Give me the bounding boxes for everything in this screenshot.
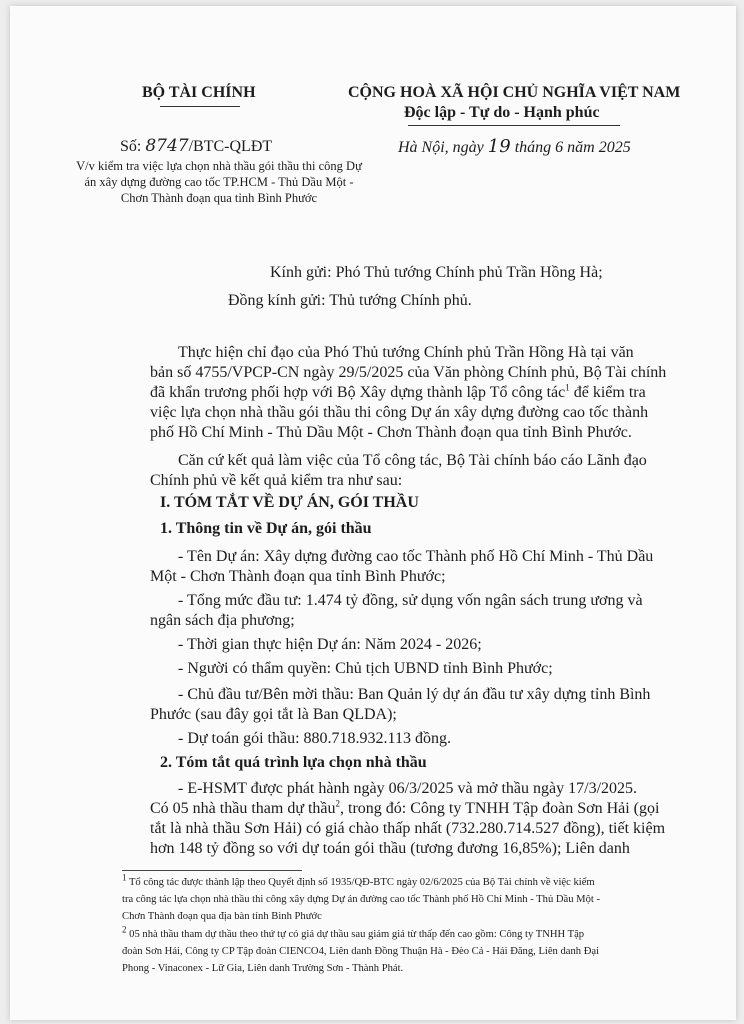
recipient-primary: Kính gửi: Phó Thủ tướng Chính phủ Trần Hồng Hà; [270,264,603,281]
footnote-1: $^1$ Tổ công tác được thành lập theo Quyết định số 1935/QĐ-BTC ngày 02/6/2025 của Bộ Tài chính về việc kiểm tra công tác lựa chọn nhà thầu thi công xây dựng Dự án đường cao tốc Thành phố Hồ Chí Minh - Thủ Dầu Một - Chơn Thành đoạn qua địa bàn tỉnh Bình Phước [122,872,601,922]
subsection-heading-2: 2. Tóm tắt quá trình lựa chọn nhà thầu [160,754,427,771]
subsection-heading-1: 1. Thông tin về Dự án, gói thầu [160,520,372,537]
ministry-underline [160,106,240,107]
motto-underline [408,125,620,126]
footnote-ref-1: 1 [565,382,570,393]
process-line-3: tắt là nhà thầu Sơn Hải) có giá chào thấp nhất (732.280.714.527 đồng), tiết kiệm [150,820,666,837]
info-line-4: ngân sách địa phương; [150,612,295,629]
intro-line-2: bản số 4755/VPCP-CN ngày 29/5/2025 của Văn phòng Chính phủ, Bộ Tài chính [150,364,667,381]
process-line-4: hơn 148 tỷ đồng so với dự toán gói thầu (tương đương 16,85%); Liên danh [150,840,630,857]
subject-line: V/v kiểm tra việc lựa chọn nhà thầu gói thầu thi công Dự án xây dựng đường cao tốc TP.HCM - Thủ Dầu Một - Chơn Thành đoạn qua tỉnh Bình Phước [76,159,362,205]
document-number [120,136,272,156]
national-motto: Độc lập - Tự do - Hạnh phúc [404,104,600,121]
handwritten-day: 19 [487,136,511,157]
intro-line-3: đã khẩn trương phối hợp với Bộ Xây dựng thành lập Tổ công tác$^1$ để kiểm tra [150,382,646,401]
recipient-cc: Đồng kính gửi: Thủ tướng Chính phủ. [228,292,472,309]
info-line-2: Một - Chơn Thành đoạn qua tỉnh Bình Phước; [150,568,446,585]
basis-line-1: Căn cứ kết quả làm việc của Tổ công tác, Bộ Tài chính báo cáo Lãnh đạo [178,452,647,469]
section-heading-1: I. TÓM TẮT VỀ DỰ ÁN, GÓI THẦU [160,494,419,511]
document-page [10,6,736,1020]
info-line-5: - Thời gian thực hiện Dự án: Năm 2024 - 2026; [178,636,482,653]
country-name: CỘNG HOÀ XÃ HỘI CHỦ NGHĨA VIỆT NAM [348,84,681,101]
info-line-8: Phước (sau đây gọi tắt là Ban QLDA); [150,706,397,723]
intro-line-4: việc lựa chọn nhà thầu gói thầu thi công Dự án xây dựng đường cao tốc thành [150,404,649,421]
info-line-9: - Dự toán gói thầu: 880.718.932.113 đồng. [178,730,451,747]
footnote-ref-2: 2 [335,798,341,809]
info-line-1: - Tên Dự án: Xây dựng đường cao tốc Thành phố Hồ Chí Minh - Thủ Dầu [178,548,654,565]
footnote-2: $^2$ 05 nhà thầu tham dự thầu theo thứ tự có giá dự thầu sau giảm giá từ thấp đến cao gồm: Công ty TNHH Tập đoàn Sơn Hải, Công ty CP Tập đoàn CIENCO4, Liên danh Đồng Thuận Hà - Đèo Cả - Hải Đăng, Liên danh Đại Phong - Vinaconex - Lữ Gia, Liên danh Trường Sơn - Thành Phát. [122,924,600,974]
footnote-separator [122,870,302,871]
handwritten-number: 8747 [145,136,189,156]
info-line-7: - Chủ đầu tư/Bên mời thầu: Ban Quản lý dự án đầu tư xây dựng tỉnh Bình [178,686,651,703]
info-line-6: - Người có thẩm quyền: Chủ tịch UBND tỉnh Bình Phước; [178,660,553,677]
ministry-name: BỘ TÀI CHÍNH [142,84,256,101]
date-suffix: tháng 6 năm 2025 [510,139,631,156]
process-line-2: Có 05 nhà thầu tham dự thầu$^2$, trong đó: Công ty TNHH Tập đoàn Sơn Hải (gọi [150,798,660,817]
info-line-3: - Tổng mức đầu tư: 1.474 tỷ đồng, sử dụng vốn ngân sách trung ương và [178,592,643,609]
footnote-mark-1: 1 [122,872,127,883]
number-suffix: /BTC-QLĐT [188,138,273,155]
process-line-1: - E-HSMT được phát hành ngày 06/3/2025 và mở thầu ngày 17/3/2025. [178,780,638,797]
intro-line-5: phố Hồ Chí Minh - Thủ Dầu Một - Chơn Thành đoạn qua tỉnh Bình Phước. [150,424,632,441]
date-prefix: Hà Nội, ngày [398,139,488,156]
basis-line-2: Chính phủ về kết quả kiểm tra như sau: [150,472,403,489]
number-prefix: Số: [120,138,146,155]
issue-date [398,136,631,157]
intro-line-1: Thực hiện chỉ đạo của Phó Thủ tướng Chính phủ Trần Hồng Hà tại văn [178,344,634,361]
footnote-mark-2: 2 [122,924,127,935]
